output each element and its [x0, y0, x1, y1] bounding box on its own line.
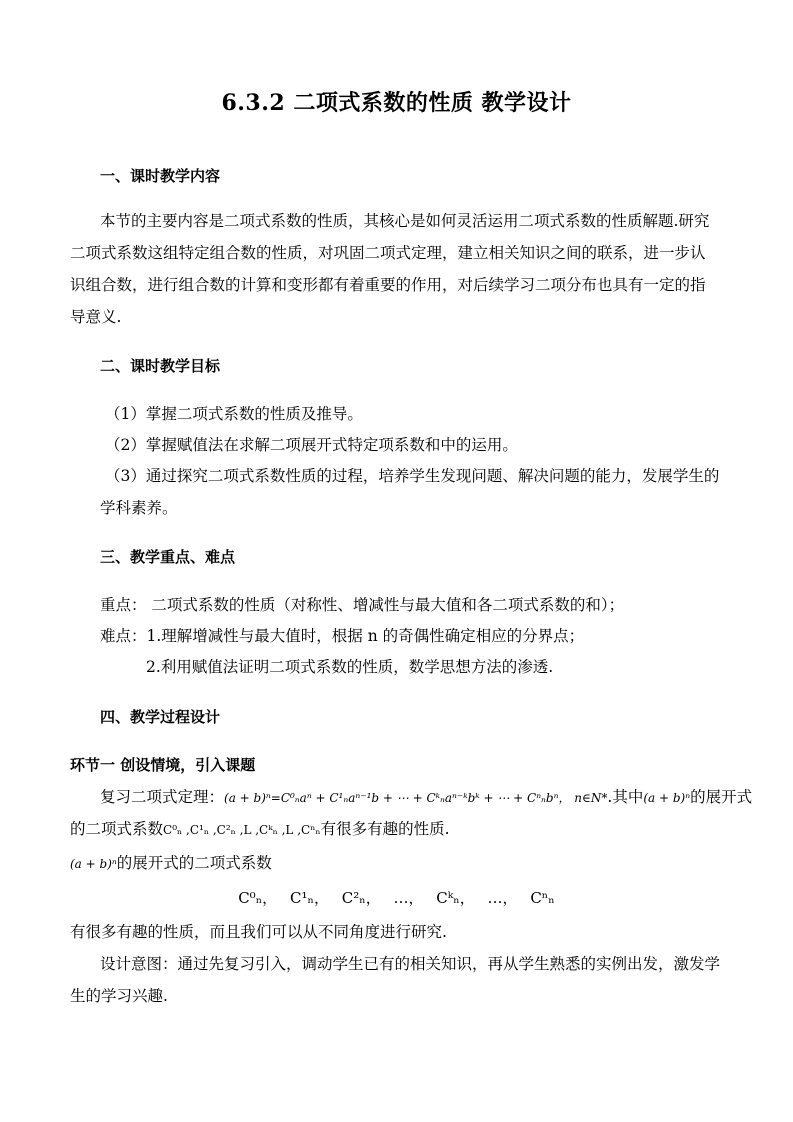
objective-item: （2）掌握赋值法在求解二项展开式特定项系数和中的运用。 — [105, 436, 518, 454]
binom-ellipsis: …， — [487, 889, 518, 907]
expand-suffix: 的展开式 — [690, 788, 753, 806]
coefficient-suffix: 有很多有趣的性质. — [320, 820, 450, 838]
binom-coefficient: C⁰ₙ， — [238, 889, 278, 907]
binom-ellipsis: …， — [393, 889, 424, 907]
review-prefix: 复习二项式定理： — [100, 788, 225, 806]
paragraph-line: 有很多有趣的性质，而且我们可以从不同角度进行研究. — [70, 923, 447, 941]
design-intent-line: 生的学习兴趣. — [70, 987, 168, 1005]
paragraph-line: 本节的主要内容是二项式系数的性质，其核心是如何灵活运用二项式系数的性质解题.研究 — [100, 212, 710, 230]
binom-coefficient: Cⁿₙ — [530, 889, 555, 907]
objective-item: （1）掌握二项式系数的性质及推导。 — [105, 405, 363, 423]
difficulty-line: 2.利用赋值法证明二项式系数的性质，数学思想方法的渗透. — [146, 658, 554, 676]
design-intent-line: 设计意图：通过先复习引入，调动学生已有的相关知识，再从学生熟悉的实例出发，激发学 — [100, 955, 721, 973]
binom-coefficient: Cᵏₙ， — [436, 889, 475, 907]
coefficient-prefix: 的二项式系数 — [70, 820, 164, 838]
expansion-line — [70, 852, 272, 875]
binom-coefficient: C¹ₙ， — [289, 889, 329, 907]
objective-item: （3）通过探究二项式系数性质的过程，培养学生发现问题、解决问题的能力，发展学生的 — [105, 467, 720, 485]
paragraph-line: 导意义. — [70, 308, 122, 326]
review-line — [100, 786, 752, 809]
paragraph-line: 识组合数，进行组合数的计算和变形都有着重要的作用，对后续学习二项分布也具有一定的指 — [70, 276, 706, 294]
coefficient-list: C⁰ₙ ,C¹ₙ ,C²ₙ ,L ,Cᵏₙ ,L ,Cⁿₙ — [163, 823, 321, 837]
binom-coefficient: C²ₙ， — [341, 889, 381, 907]
section-heading-content: 一、课时教学内容 — [100, 167, 221, 185]
expansion-text: 的展开式的二项式系数 — [116, 854, 272, 872]
section-heading-key-points: 三、教学重点、难点 — [100, 548, 236, 566]
section-heading-objectives: 二、课时教学目标 — [100, 357, 221, 375]
expression-a-plus-b: (a + b)ⁿ — [643, 791, 691, 805]
section-heading-process: 四、教学过程设计 — [100, 708, 221, 726]
difficulty-line: 难点：1.理解增减性与最大值时，根据 n 的奇偶性确定相应的分界点； — [100, 627, 585, 645]
expression-a-plus-b: (a + b)ⁿ — [70, 857, 117, 871]
review-suffix: .其中 — [607, 788, 644, 806]
binomial-theorem-formula: (a + b)ⁿ=C⁰ₙaⁿ + C¹ₙaⁿ⁻¹b + ⋯ + Cᵏₙaⁿ⁻ᵏbᵏ + ⋯ + Cⁿₙbⁿ， n∈N* — [224, 791, 608, 805]
paragraph-line: 二项式系数这组特定组合数的性质，对巩固二项式定理，建立相关知识之间的联系，进一步认 — [70, 244, 706, 262]
stage-heading: 环节一 创设情境，引入课题 — [70, 756, 256, 774]
binomial-coefficients-row — [0, 887, 793, 908]
coefficient-line — [70, 818, 450, 841]
page-title: 6.3.2 二项式系数的性质 教学设计 — [221, 90, 572, 116]
key-point-line: 重点： 二项式系数的性质（对称性、增减性与最大值和各二项式系数的和）； — [100, 596, 625, 614]
objective-item: 学科素养。 — [100, 499, 178, 517]
